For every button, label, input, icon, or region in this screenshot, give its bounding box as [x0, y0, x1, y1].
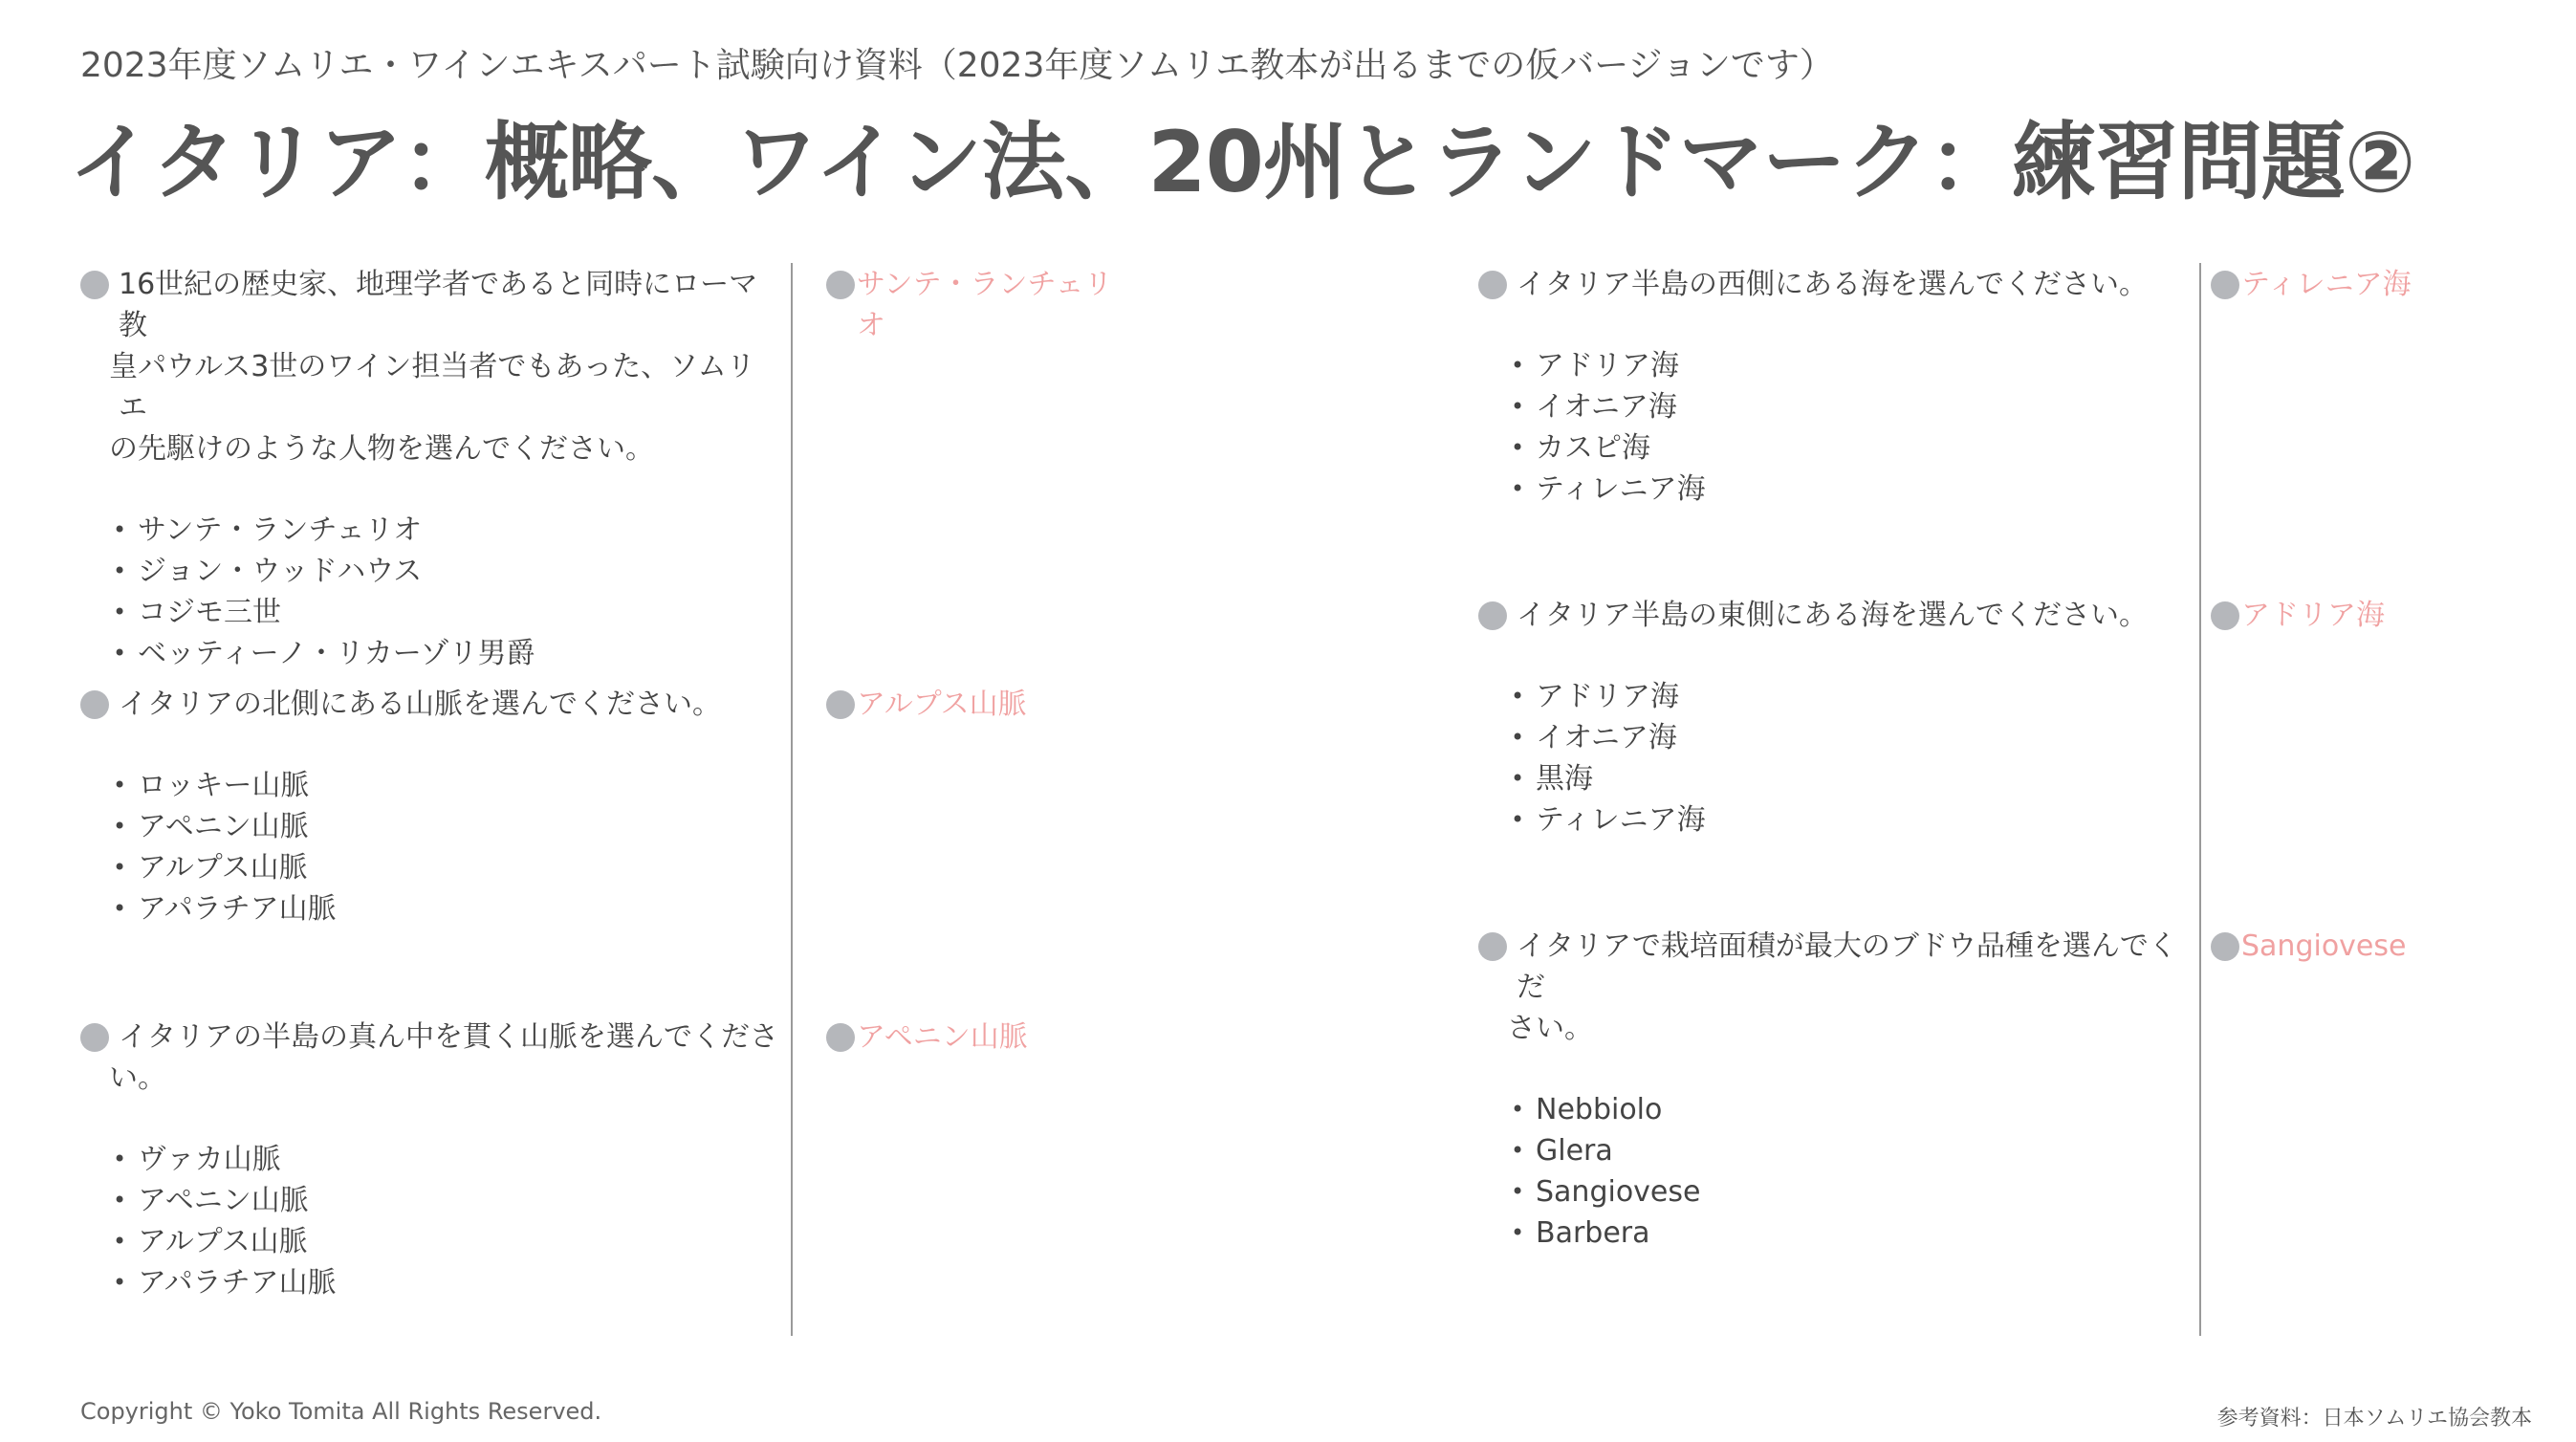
- column-divider-left: [791, 263, 793, 1336]
- question-6: [1478, 926, 2186, 1254]
- question-text: イタリアで栽培面積が最大のブドウ品種を選んでくだ さい。: [1507, 929, 2177, 1045]
- question-bullet-icon: [1478, 932, 1507, 961]
- question-4: [1478, 264, 2186, 510]
- option-item: • アドリア海: [1511, 676, 2186, 717]
- option-item: • ティレニア海: [1511, 469, 2186, 510]
- option-list: [80, 765, 778, 929]
- option-list: [1478, 676, 2186, 841]
- option-item: • アルプス山脈: [113, 847, 778, 888]
- option-item: • アペニン山脈: [113, 806, 778, 847]
- answer-5: [2211, 595, 2385, 636]
- option-item: • Sangiovese: [1511, 1171, 2186, 1213]
- answer-2: [826, 684, 1027, 725]
- option-item: • ジョン・ウッドハウス: [113, 551, 778, 592]
- option-item: • サンテ・ランチェリオ: [113, 510, 778, 551]
- question-5: [1478, 595, 2186, 841]
- option-item: • アドリア海: [1511, 345, 2186, 386]
- answer-text: Sangiovese: [2241, 929, 2407, 963]
- option-item: • アパラチア山脈: [113, 1262, 778, 1303]
- answer-6: [2211, 926, 2406, 967]
- answer-text: アドリア海: [2241, 599, 2385, 632]
- option-item: • ティレニア海: [1511, 799, 2186, 841]
- column-divider-right: [2199, 263, 2201, 1336]
- page-title: イタリア：概略、ワイン法、20州とランドマーク：練習問題②: [69, 113, 2415, 211]
- answer-bullet-icon: [826, 690, 855, 719]
- option-item: • アペニン山脈: [113, 1180, 778, 1221]
- option-item: • アパラチア山脈: [113, 888, 778, 929]
- question-bullet-icon: [80, 271, 109, 299]
- answer-bullet-icon: [2211, 601, 2239, 630]
- option-item: • ヴァカ山脈: [113, 1139, 778, 1180]
- question-bullet-icon: [1478, 601, 1507, 630]
- question-bullet-icon: [1478, 271, 1507, 299]
- answer-text: アペニン山脈: [857, 1020, 1028, 1054]
- option-list: [1478, 1089, 2186, 1254]
- option-item: • イオニア海: [1511, 386, 2186, 427]
- question-bullet-icon: [80, 1023, 109, 1052]
- answer-bullet-icon: [826, 271, 855, 299]
- option-item: • Barbera: [1511, 1213, 2186, 1254]
- answer-bullet-icon: [2211, 932, 2239, 961]
- option-item: • コジモ三世: [113, 592, 778, 633]
- answer-text: サンテ・ランチェリ オ: [857, 268, 1113, 342]
- question-3: [80, 1016, 778, 1303]
- reference-note: 参考資料：日本ソムリエ協会教本: [2216, 1407, 2532, 1431]
- option-list: [80, 510, 778, 674]
- question-bullet-icon: [80, 690, 109, 719]
- question-text: イタリア半島の東側にある海を選んでください。: [1517, 599, 2148, 632]
- option-item: • カスピ海: [1511, 427, 2186, 469]
- copyright-notice: Copyright © Yoko Tomita All Rights Reserved.: [80, 1398, 602, 1425]
- answer-4: [2211, 264, 2412, 305]
- question-text: イタリアの半島の真ん中を貫く山脈を選んでくださ い。: [109, 1020, 778, 1095]
- page-subtitle: 2023年度ソムリエ・ワインエキスパート試験向け資料（2023年度ソムリエ教本が出るまでの仮バージョンです）: [80, 46, 1834, 85]
- answer-bullet-icon: [826, 1023, 855, 1052]
- answer-text: ティレニア海: [2241, 268, 2412, 301]
- answer-3: [826, 1016, 1028, 1058]
- answer-bullet-icon: [2211, 271, 2239, 299]
- option-item: • ロッキー山脈: [113, 765, 778, 806]
- question-2: [80, 684, 778, 929]
- option-item: • 黒海: [1511, 758, 2186, 799]
- option-item: • Glera: [1511, 1130, 2186, 1171]
- question-text: イタリア半島の西側にある海を選んでください。: [1517, 268, 2148, 301]
- option-item: • イオニア海: [1511, 717, 2186, 758]
- question-1: [80, 264, 778, 674]
- option-item: • アルプス山脈: [113, 1221, 778, 1262]
- question-text: 16世紀の歴史家、地理学者であると同時にローマ教 皇パウルス3世のワイン担当者でもあった、ソムリエ の先駆けのような人物を選んでください。: [109, 268, 758, 466]
- question-text: イタリアの北側にある山脈を選んでください。: [119, 688, 721, 721]
- option-item: • Nebbiolo: [1511, 1089, 2186, 1130]
- option-list: [1478, 345, 2186, 510]
- answer-text: アルプス山脈: [857, 688, 1027, 721]
- answer-1: [826, 264, 1113, 346]
- option-list: [80, 1139, 778, 1303]
- option-item: • ベッティーノ・リカーゾリ男爵: [113, 633, 778, 674]
